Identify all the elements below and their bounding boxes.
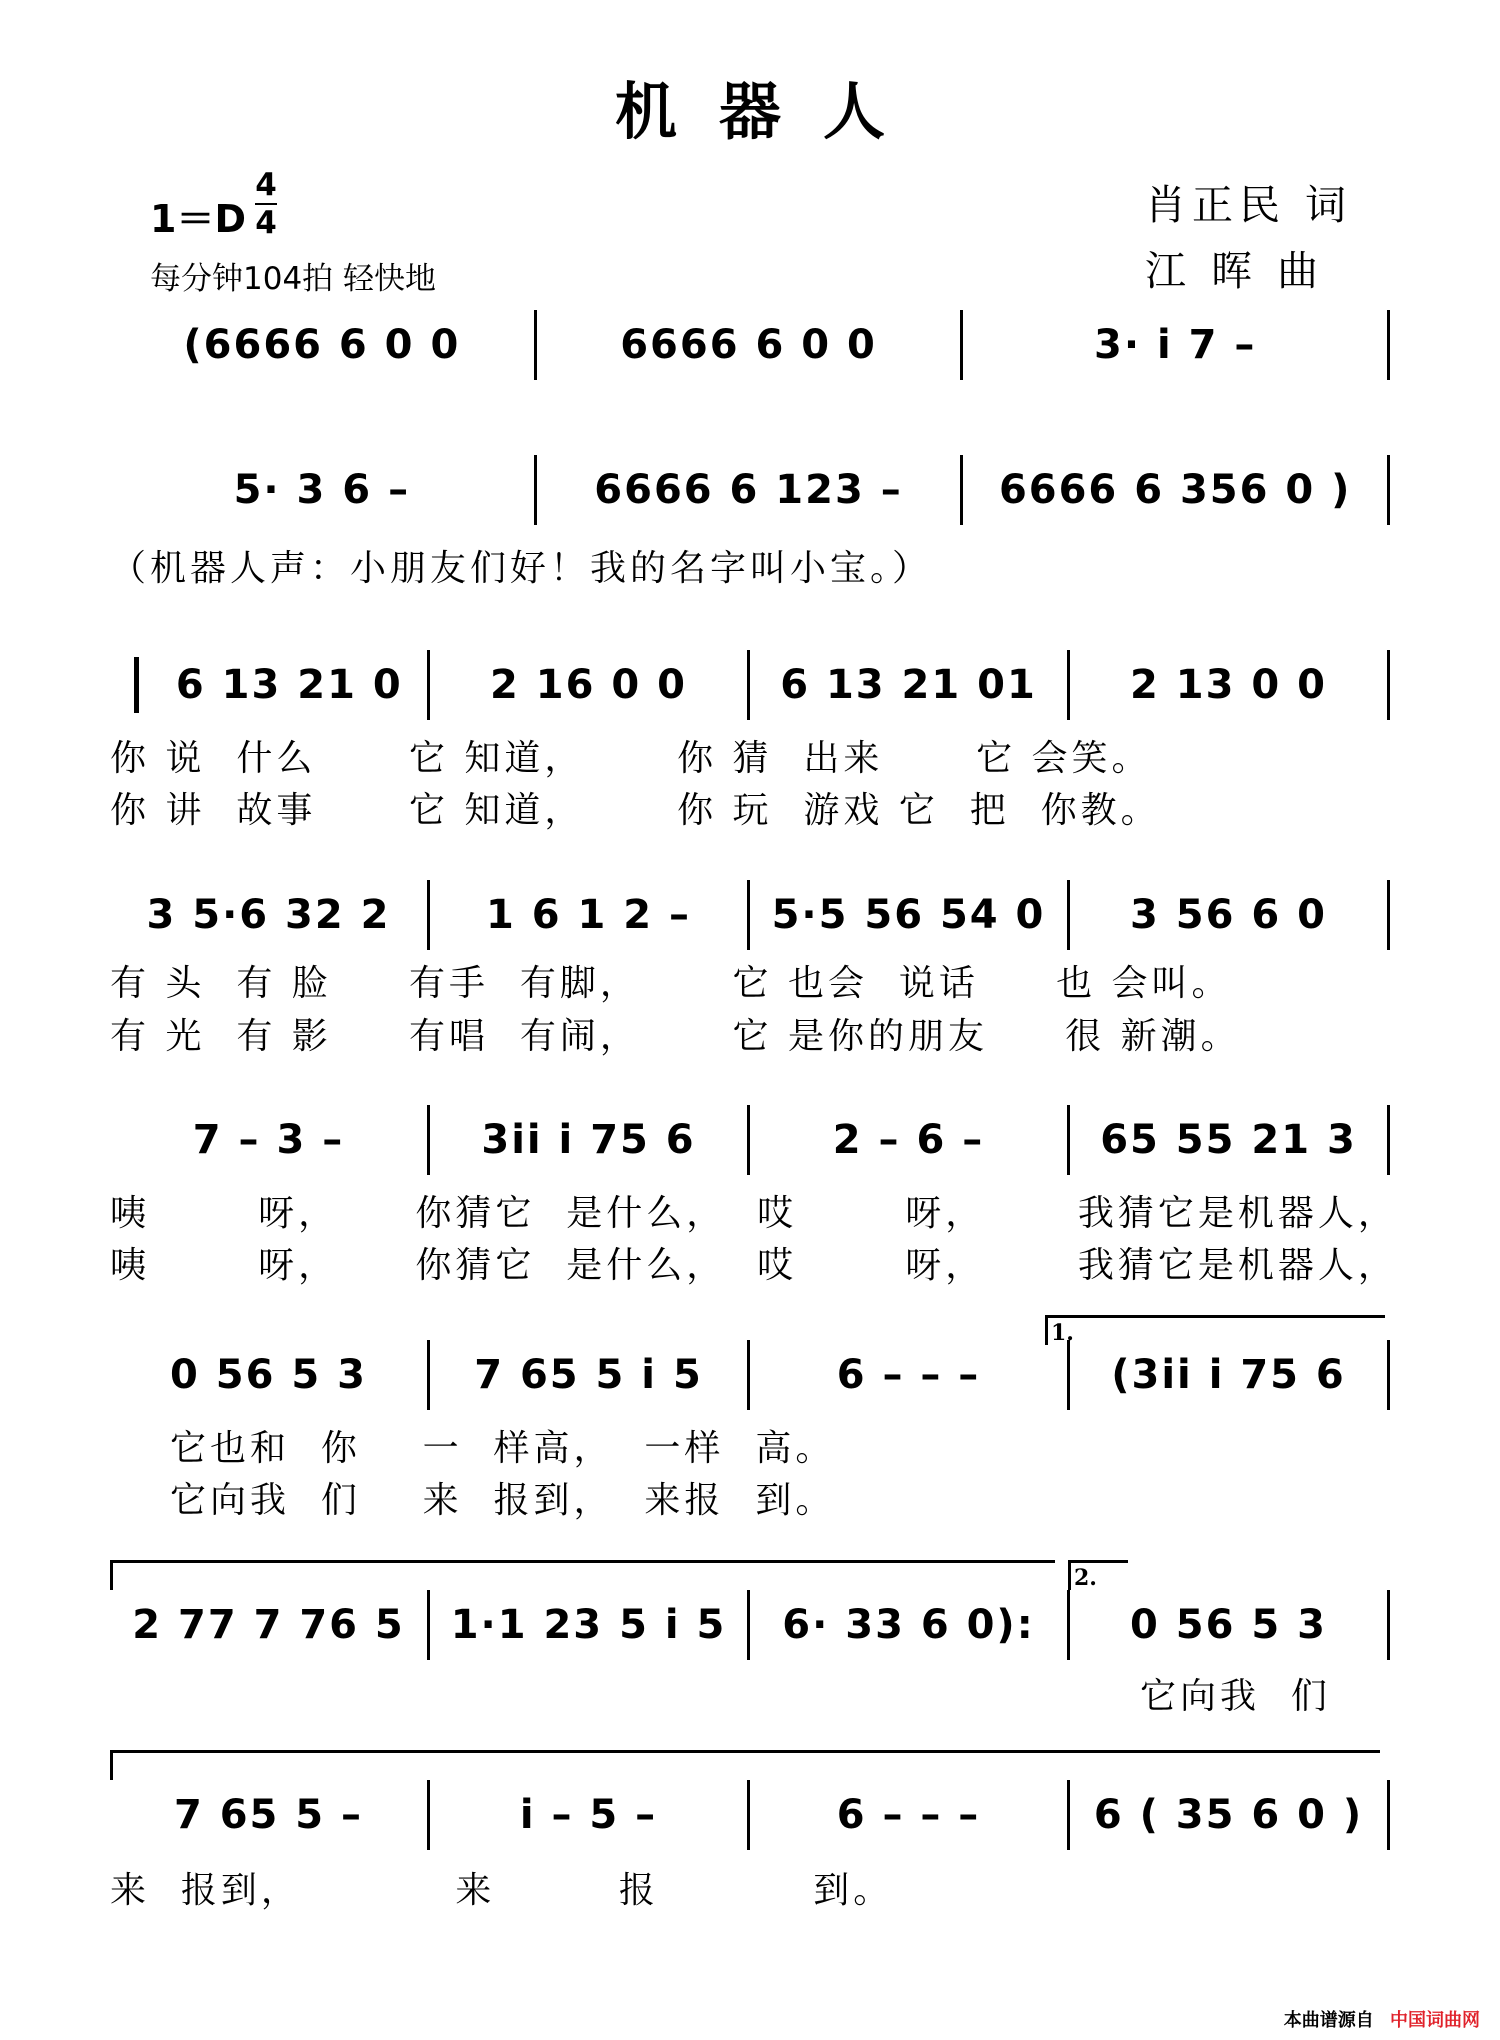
system-8-bars (110, 1780, 1390, 1850)
first-ending-continuation (110, 1560, 1055, 1563)
lyric-line: 来 报到， 来 报 到。 (110, 1870, 894, 1911)
measure: 6 – – – (750, 1780, 1070, 1850)
composer-credit: 江 晖 曲 (1145, 247, 1325, 295)
measure: 6 13 21 0 (110, 650, 430, 720)
footer-site-link[interactable]: 中国词曲网 (1390, 2010, 1480, 2031)
credits (1145, 172, 1352, 304)
lyric-line: 它向我 们 (1140, 1676, 1331, 1717)
lyric-line: 咦 呀， 你猜它 是什么， 哎 呀， 我猜它是机器人， (110, 1245, 1398, 1286)
system-2-bars (110, 455, 1390, 525)
measure: 1 6 1 2 – (430, 880, 750, 950)
measure: 5· 3 6 – (110, 455, 537, 525)
measure: i – 5 – (430, 1780, 750, 1850)
measure: 7 65 5 i 5 (430, 1340, 750, 1410)
measure: 6 13 21 01 (750, 650, 1070, 720)
footer-credit (1284, 2006, 1480, 2032)
lyric-line: 你 说 什么 它 知道， 你 猜 出来 它 会笑。 (110, 738, 1152, 779)
measure: 6666 6 123 – (537, 455, 964, 525)
system-8-top-rule (110, 1750, 1380, 1753)
measure: 2 16 0 0 (430, 650, 750, 720)
measure: 0 56 5 3 (110, 1340, 430, 1410)
measure: 6666 6 0 0 (537, 310, 964, 380)
measure: 7 65 5 – (110, 1780, 430, 1850)
tempo-marking: 每分钟104拍 轻快地 (150, 261, 437, 297)
system-1-bars (110, 310, 1390, 380)
system-6-bars (110, 1340, 1390, 1410)
intro-note: （机器人声：小朋友们好！我的名字叫小宝。） (110, 548, 933, 589)
song-title: 机器人 (614, 75, 927, 148)
key-signature: 1＝D (150, 197, 246, 241)
lyric-line: 有 头 有 脸 有手 有脚， 它 也会 说话 也 会叫。 (110, 963, 1232, 1004)
measure: 6· 33 6 0): (750, 1590, 1070, 1660)
first-ending-label: 1. (1051, 1320, 1074, 1346)
lyric-line: 你 讲 故事 它 知道， 你 玩 游戏 它 把 你教。 (110, 790, 1161, 831)
first-ending-bracket (1045, 1315, 1385, 1346)
measure: 1·1 23 5 i 5 (430, 1590, 750, 1660)
measure: 3· i 7 – (963, 310, 1390, 380)
second-ending-label: 2. (1074, 1565, 1097, 1591)
system-4-bars (110, 880, 1390, 950)
measure: 0 56 5 3 (1070, 1590, 1390, 1660)
measure: 7 – 3 – (110, 1105, 430, 1175)
footer-source: 本曲谱源自 (1283, 2010, 1374, 2031)
system-3-bars (110, 650, 1390, 720)
measure: 2 – 6 – (750, 1105, 1070, 1175)
time-signature (255, 168, 277, 240)
measure: 3 5·6 32 2 (110, 880, 430, 950)
lyric-line: 它向我 们 来 报到， 来报 到。 (170, 1480, 836, 1521)
lyric-line: 有 光 有 影 有唱 有闹， 它 是你的朋友 很 新潮。 (110, 1016, 1241, 1057)
measure: 6 ( 35 6 0 ) (1070, 1780, 1390, 1850)
measure: 2 13 0 0 (1070, 650, 1390, 720)
measure: 65 55 21 3 (1070, 1105, 1390, 1175)
lyric-line: 咦 呀， 你猜它 是什么， 哎 呀， 我猜它是机器人， (110, 1193, 1398, 1234)
time-signature-bottom: 4 (255, 205, 277, 241)
system-5-bars (110, 1105, 1390, 1175)
measure: 5·5 56 54 0 (750, 880, 1070, 950)
measure: 6666 6 356 0 ) (963, 455, 1390, 525)
measure: (3ii i 75 6 (1070, 1340, 1390, 1410)
system-7-bars (110, 1590, 1390, 1660)
second-ending-bracket (1068, 1560, 1128, 1591)
time-signature-top: 4 (255, 167, 277, 203)
measure: 3ii i 75 6 (430, 1105, 750, 1175)
lyric-line: 它也和 你 一 样高， 一样 高。 (170, 1428, 836, 1469)
lyricist-credit: 肖正民 词 (1145, 181, 1353, 229)
measure: 3 56 6 0 (1070, 880, 1390, 950)
measure: 2 77 7 76 5 (110, 1590, 430, 1660)
measure: 6 – – – (750, 1340, 1070, 1410)
measure: (6666 6 0 0 (110, 310, 537, 380)
